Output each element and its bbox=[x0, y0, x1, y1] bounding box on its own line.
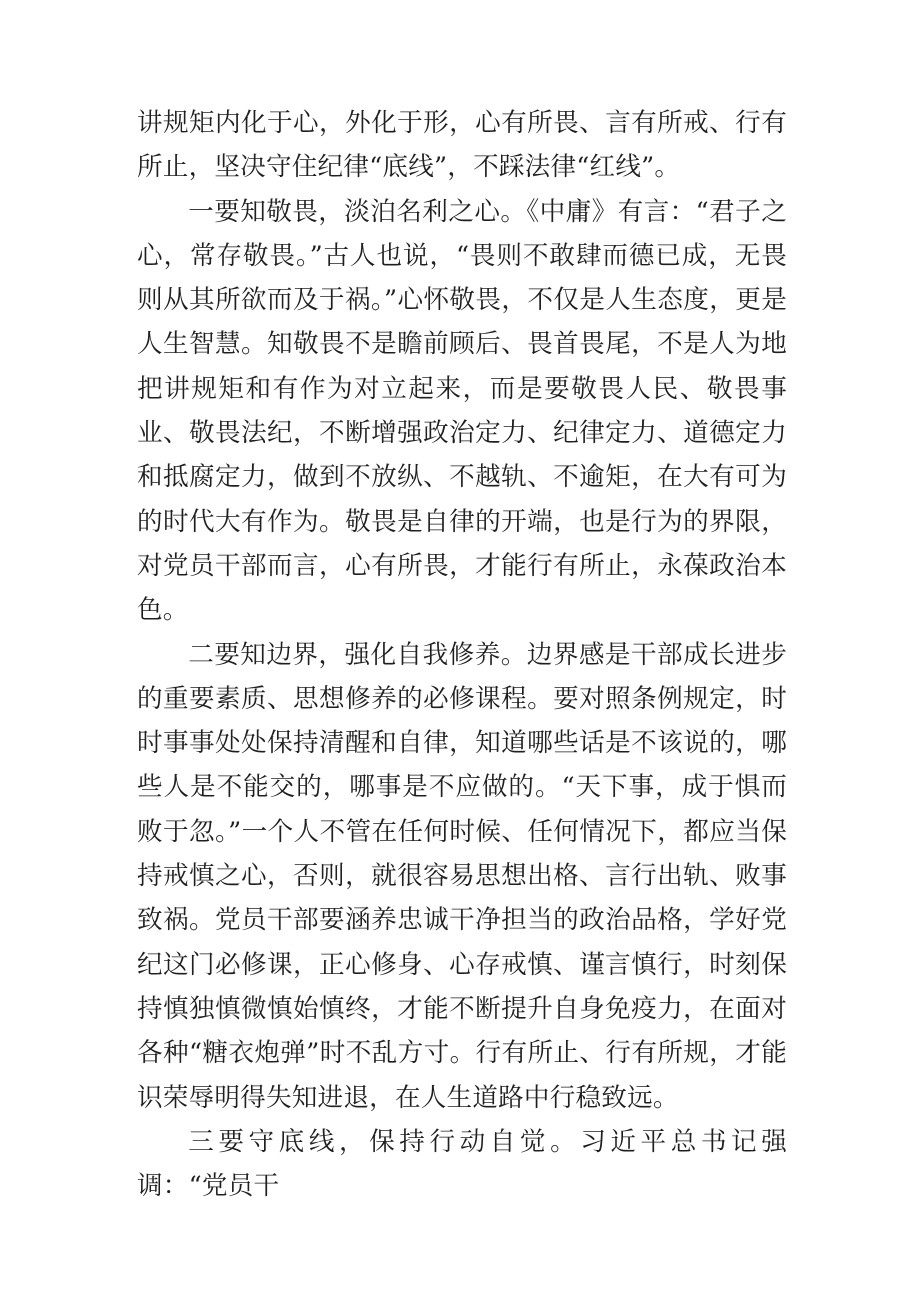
paragraph-continuation: 讲规矩内化于心，外化于形，心有所畏、言有所戒、行有所止，坚决守住纪律“底线”，不踩法律“红线”。 bbox=[137, 108, 787, 183]
paragraph-reverence: 一要知敬畏，淡泊名利之心。《中庸》有言：“君子之心，常存敬畏。”古人也说，“畏则不敢肆而德已成，无畏则从其所欲而及于祸。”心怀敬畏，不仅是人生态度，更是人生智慧。知敬畏不是瞻前顾后、畏首畏尾，不是人为地把讲规矩和有作为对立起来，而是要敬畏人民、敬畏事业、敬畏法纪，不断增强政治定力、纪律定力、道德定力和抵腐定力，做到不放纵、不越轨、不逾矩，在大有可为的时代大有作为。敬畏是自律的开端，也是行为的界限，对党员干部而言，心有所畏，才能行有所止，永葆政治本色。 bbox=[137, 196, 787, 626]
document-body bbox=[137, 101, 787, 1208]
paragraph-bottom-line: 三要守底线，保持行动自觉。习近平总书记强调：“党员干 bbox=[137, 1126, 787, 1202]
paragraph-boundaries: 二要知边界，强化自我修养。边界感是干部成长进步的重要素质、思想修养的必修课程。要对照条例规定，时时事事处处保持清醒和自律，知道哪些话是不该说的，哪些人是不能交的，哪事是不应做的。“天下事，成于惧而败于忽。”一个人不管在任何时候、任何情况下，都应当保持戒慎之心，否则，就很容易思想出格、言行出轨、败事致祸。党员干部要涵养忠诚干净担当的政治品格，学好党纪这门必修课，正心修身、心存戒慎、谨言慎行，时刻保持慎独慎微慎始慎终，才能不断提升自身免疫力，在面对各种“糖衣炮弹”时不乱方寸。行有所止、行有所规，才能识荣辱明得失知进退，在人生道路中行稳致远。 bbox=[137, 639, 787, 1113]
